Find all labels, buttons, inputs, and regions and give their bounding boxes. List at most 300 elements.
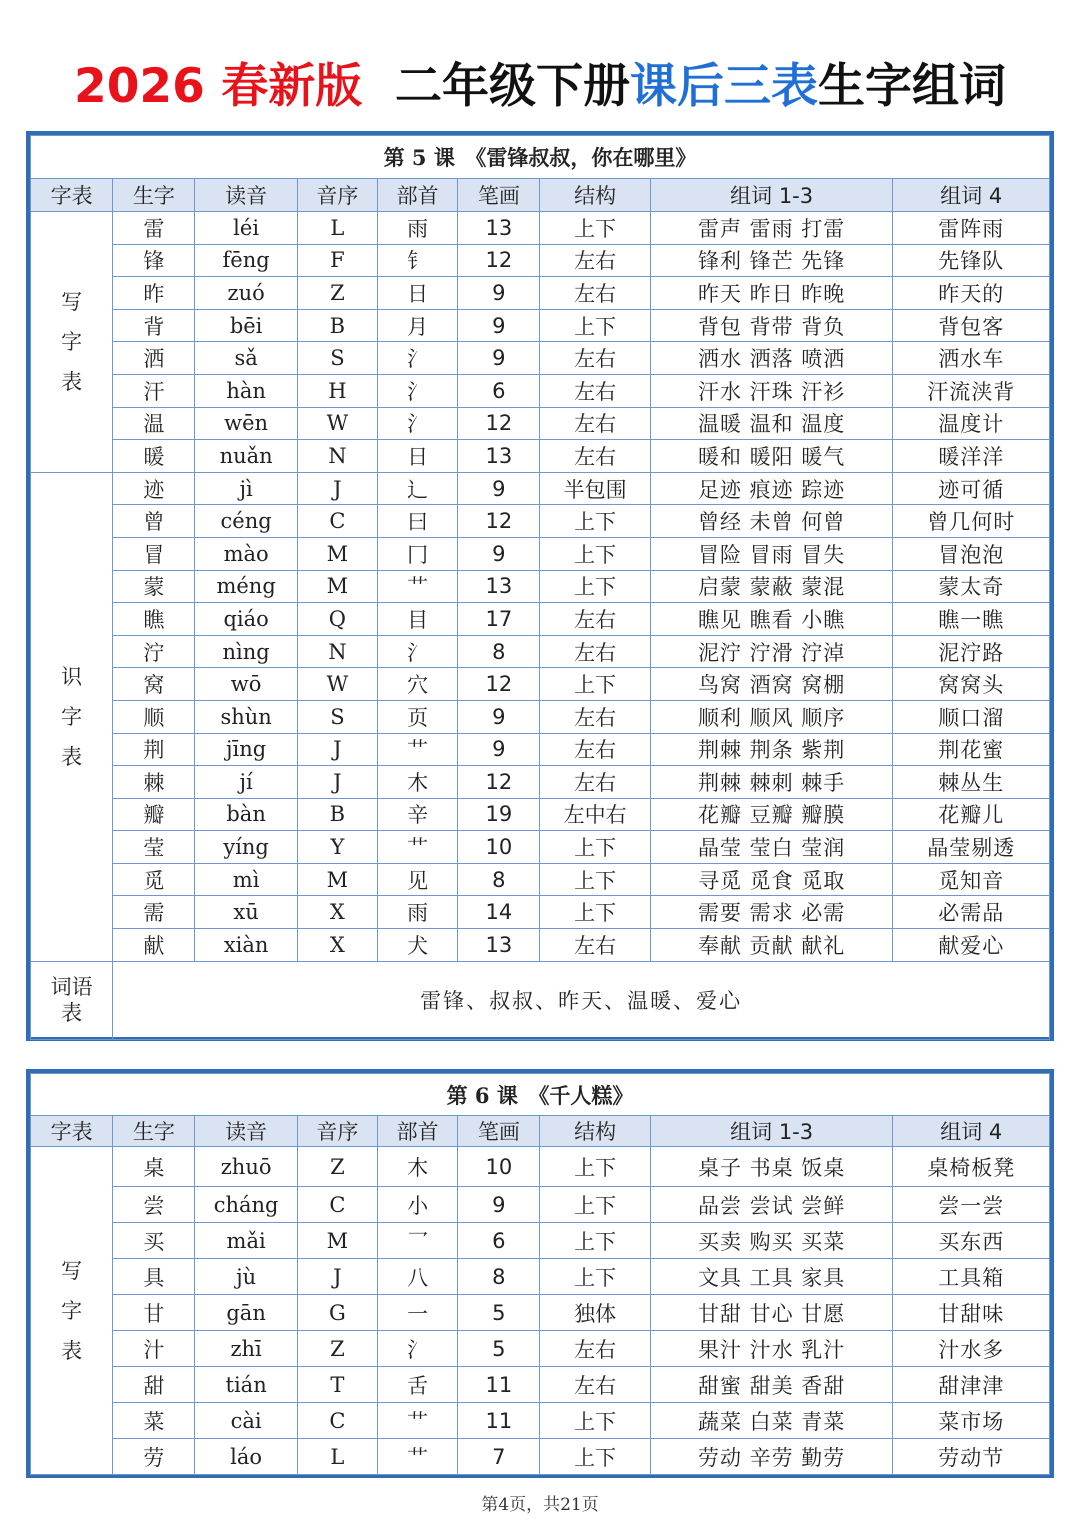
word4-cell: 菜市场	[893, 1403, 1050, 1439]
stroke-count-cell: 7	[458, 1439, 540, 1475]
words-cell: 寻觅 觅食 觅取	[650, 863, 893, 896]
char-cell: 具	[113, 1259, 195, 1295]
pinyin-cell: sǎ	[195, 342, 297, 375]
char-cell: 荆	[113, 733, 195, 766]
pinyin-cell: mì	[195, 863, 297, 896]
pinyin-cell: xiàn	[195, 929, 297, 962]
stroke-count-cell: 9	[458, 472, 540, 505]
stroke-count-cell: 12	[458, 766, 540, 799]
structure-cell: 左右	[540, 603, 650, 636]
pinyin-cell: jù	[195, 1259, 297, 1295]
section-label-char: 字	[61, 704, 83, 729]
page-number: 第4页，共21页	[481, 1495, 599, 1515]
table-row	[31, 537, 1050, 570]
table-row	[31, 700, 1050, 733]
initial-cell: W	[297, 668, 377, 701]
initial-cell: Y	[297, 831, 377, 864]
table-row	[31, 635, 1050, 668]
structure-cell: 左右	[540, 1367, 650, 1403]
pinyin-cell: zhī	[195, 1331, 297, 1367]
initial-cell: J	[297, 766, 377, 799]
column-header: 结构	[540, 179, 650, 212]
word4-cell: 迹可循	[893, 472, 1050, 505]
char-cell: 泞	[113, 635, 195, 668]
stroke-count-cell: 12	[458, 668, 540, 701]
title-grade: 二年级下册	[394, 59, 630, 114]
words-cell: 洒水 洒落 喷洒	[650, 342, 893, 375]
word4-cell: 顺口溜	[893, 700, 1050, 733]
radical-cell: 页	[378, 700, 458, 733]
initial-cell: Q	[297, 603, 377, 636]
stroke-count-cell: 14	[458, 896, 540, 929]
word4-cell: 瞧一瞧	[893, 603, 1050, 636]
radical-cell: 乛	[378, 1223, 458, 1259]
char-cell: 蒙	[113, 570, 195, 603]
table-row	[31, 374, 1050, 407]
words-cell: 荆棘 荆条 紫荆	[650, 733, 893, 766]
section-label-char: 写	[61, 1258, 83, 1283]
structure-cell: 上下	[540, 1187, 650, 1223]
stroke-count-cell: 17	[458, 603, 540, 636]
lesson-heading: 第 6 课 《千人糕》	[31, 1074, 1050, 1116]
stroke-count-cell: 11	[458, 1367, 540, 1403]
column-header: 组词 1-3	[650, 179, 893, 212]
char-cell: 背	[113, 309, 195, 342]
words-cell: 汗水 汗珠 汗衫	[650, 374, 893, 407]
initial-cell: S	[297, 342, 377, 375]
structure-cell: 上下	[540, 668, 650, 701]
char-cell: 桌	[113, 1147, 195, 1187]
initial-cell: L	[297, 1439, 377, 1475]
structure-cell: 左右	[540, 766, 650, 799]
words-cell: 昨天 昨日 昨晚	[650, 277, 893, 310]
table-row	[31, 603, 1050, 636]
pinyin-cell: jì	[195, 472, 297, 505]
table-row	[31, 440, 1050, 473]
vocab-row	[31, 961, 1050, 1039]
pinyin-cell: mǎi	[195, 1223, 297, 1259]
table-row	[31, 668, 1050, 701]
table-row	[31, 505, 1050, 538]
column-header: 读音	[195, 179, 297, 212]
stroke-count-cell: 5	[458, 1331, 540, 1367]
words-cell: 蔬菜 白菜 青菜	[650, 1403, 893, 1439]
words-cell: 甜蜜 甜美 香甜	[650, 1367, 893, 1403]
column-header-row	[31, 179, 1050, 212]
pinyin-cell: céng	[195, 505, 297, 538]
table-row	[31, 831, 1050, 864]
char-cell: 迹	[113, 472, 195, 505]
section-label	[31, 1147, 113, 1475]
words-cell: 雷声 雷雨 打雷	[650, 212, 893, 245]
initial-cell: J	[297, 733, 377, 766]
column-header: 部首	[378, 179, 458, 212]
title-rest: 生字组词	[817, 59, 1006, 114]
word4-cell: 雷阵雨	[893, 212, 1050, 245]
structure-cell: 上下	[540, 896, 650, 929]
stroke-count-cell: 10	[458, 831, 540, 864]
words-cell: 需要 需求 必需	[650, 896, 893, 929]
title-highlight: 课后三表	[629, 59, 818, 114]
stroke-count-cell: 9	[458, 342, 540, 375]
initial-cell: M	[297, 537, 377, 570]
table-row	[31, 1367, 1050, 1403]
column-header: 字表	[31, 1116, 113, 1147]
char-cell: 需	[113, 896, 195, 929]
words-cell: 文具 工具 家具	[650, 1259, 893, 1295]
initial-cell: H	[297, 374, 377, 407]
table-row	[31, 472, 1050, 505]
stroke-count-cell: 19	[458, 798, 540, 831]
pinyin-cell: tián	[195, 1367, 297, 1403]
pinyin-cell: jīng	[195, 733, 297, 766]
words-cell: 曾经 未曾 何曾	[650, 505, 893, 538]
words-cell: 背包 背带 背负	[650, 309, 893, 342]
char-cell: 顺	[113, 700, 195, 733]
section-label-char: 表	[61, 369, 83, 394]
radical-cell: 小	[378, 1187, 458, 1223]
pinyin-cell: qiáo	[195, 603, 297, 636]
structure-cell: 左右	[540, 244, 650, 277]
words-cell: 奉献 贡献 献礼	[650, 929, 893, 962]
pinyin-cell: bàn	[195, 798, 297, 831]
radical-cell: 八	[378, 1259, 458, 1295]
structure-cell: 左右	[540, 733, 650, 766]
word4-cell: 冒泡泡	[893, 537, 1050, 570]
char-cell: 菜	[113, 1403, 195, 1439]
initial-cell: N	[297, 440, 377, 473]
words-cell: 泥泞 泞滑 泞淖	[650, 635, 893, 668]
structure-cell: 上下	[540, 570, 650, 603]
radical-cell: 目	[378, 603, 458, 636]
pinyin-cell: zuó	[195, 277, 297, 310]
initial-cell: T	[297, 1367, 377, 1403]
radical-cell: 氵	[378, 374, 458, 407]
stroke-count-cell: 12	[458, 407, 540, 440]
radical-cell: 木	[378, 766, 458, 799]
pinyin-cell: cháng	[195, 1187, 297, 1223]
radical-cell: 犬	[378, 929, 458, 962]
structure-cell: 左右	[540, 1331, 650, 1367]
initial-cell: X	[297, 896, 377, 929]
words-cell: 瞧见 瞧看 小瞧	[650, 603, 893, 636]
radical-cell: 氵	[378, 342, 458, 375]
initial-cell: X	[297, 929, 377, 962]
char-cell: 瓣	[113, 798, 195, 831]
words-cell: 甘甜 甘心 甘愿	[650, 1295, 893, 1331]
char-cell: 锋	[113, 244, 195, 277]
stroke-count-cell: 8	[458, 1259, 540, 1295]
table-row	[31, 1147, 1050, 1187]
stroke-count-cell: 9	[458, 733, 540, 766]
radical-cell: 木	[378, 1147, 458, 1187]
radical-cell: 氵	[378, 407, 458, 440]
pinyin-cell: zhuō	[195, 1147, 297, 1187]
structure-cell: 左右	[540, 374, 650, 407]
radical-cell: 曰	[378, 505, 458, 538]
table-row	[31, 407, 1050, 440]
section-label-char: 写	[61, 289, 83, 314]
char-cell: 温	[113, 407, 195, 440]
structure-cell: 上下	[540, 1147, 650, 1187]
initial-cell: L	[297, 212, 377, 245]
initial-cell: J	[297, 1259, 377, 1295]
pinyin-cell: nuǎn	[195, 440, 297, 473]
structure-cell: 上下	[540, 1403, 650, 1439]
pinyin-cell: gān	[195, 1295, 297, 1331]
column-header: 生字	[113, 179, 195, 212]
word4-cell: 桌椅板凳	[893, 1147, 1050, 1187]
column-header: 音序	[297, 179, 377, 212]
table-row	[31, 733, 1050, 766]
radical-cell: 见	[378, 863, 458, 896]
char-cell: 买	[113, 1223, 195, 1259]
word4-cell: 尝一尝	[893, 1187, 1050, 1223]
words-cell: 花瓣 豆瓣 瓣膜	[650, 798, 893, 831]
word4-cell: 汁水多	[893, 1331, 1050, 1367]
structure-cell: 上下	[540, 505, 650, 538]
initial-cell: B	[297, 798, 377, 831]
structure-cell: 独体	[540, 1295, 650, 1331]
stroke-count-cell: 5	[458, 1295, 540, 1331]
word4-cell: 背包客	[893, 309, 1050, 342]
initial-cell: Z	[297, 277, 377, 310]
pinyin-cell: mào	[195, 537, 297, 570]
initial-cell: C	[297, 1187, 377, 1223]
initial-cell: Z	[297, 1331, 377, 1367]
char-cell: 莹	[113, 831, 195, 864]
initial-cell: S	[297, 700, 377, 733]
word4-cell: 曾几何时	[893, 505, 1050, 538]
stroke-count-cell: 13	[458, 212, 540, 245]
pinyin-cell: bēi	[195, 309, 297, 342]
initial-cell: Z	[297, 1147, 377, 1187]
char-cell: 汗	[113, 374, 195, 407]
words-cell: 劳动 辛劳 勤劳	[650, 1439, 893, 1475]
words-cell: 品尝 尝试 尝鲜	[650, 1187, 893, 1223]
words-cell: 买卖 购买 买菜	[650, 1223, 893, 1259]
column-header: 结构	[540, 1116, 650, 1147]
structure-cell: 左右	[540, 440, 650, 473]
title-edition: 春新版	[221, 59, 363, 114]
char-cell: 瞧	[113, 603, 195, 636]
initial-cell: N	[297, 635, 377, 668]
char-cell: 昨	[113, 277, 195, 310]
word4-cell: 工具箱	[893, 1259, 1050, 1295]
initial-cell: J	[297, 472, 377, 505]
section-label	[31, 472, 113, 961]
structure-cell: 左右	[540, 635, 650, 668]
column-header-row	[31, 1116, 1050, 1147]
radical-cell: 氵	[378, 635, 458, 668]
word4-cell: 棘丛生	[893, 766, 1050, 799]
radical-cell: 冂	[378, 537, 458, 570]
table-row	[31, 1403, 1050, 1439]
initial-cell: F	[297, 244, 377, 277]
radical-cell: 雨	[378, 896, 458, 929]
vocab-label-part: 表	[61, 1001, 83, 1026]
structure-cell: 上下	[540, 1259, 650, 1295]
stroke-count-cell: 9	[458, 700, 540, 733]
column-header: 音序	[297, 1116, 377, 1147]
structure-cell: 左右	[540, 929, 650, 962]
column-header: 字表	[31, 179, 113, 212]
words-cell: 冒险 冒雨 冒失	[650, 537, 893, 570]
pinyin-cell: wō	[195, 668, 297, 701]
vocab-label	[31, 961, 113, 1039]
structure-cell: 上下	[540, 1223, 650, 1259]
word4-cell: 晶莹剔透	[893, 831, 1050, 864]
stroke-count-cell: 12	[458, 244, 540, 277]
table-row	[31, 929, 1050, 962]
column-header: 组词 1-3	[650, 1116, 893, 1147]
column-header: 部首	[378, 1116, 458, 1147]
lesson6-table	[26, 1069, 1054, 1478]
radical-cell: 艹	[378, 570, 458, 603]
stroke-count-cell: 9	[458, 277, 540, 310]
page-title	[0, 52, 1080, 122]
words-cell: 温暖 温和 温度	[650, 407, 893, 440]
word4-cell: 蒙太奇	[893, 570, 1050, 603]
word4-cell: 荆花蜜	[893, 733, 1050, 766]
lesson-heading-row	[31, 1074, 1050, 1116]
pinyin-cell: láo	[195, 1439, 297, 1475]
stroke-count-cell: 11	[458, 1403, 540, 1439]
pinyin-cell: wēn	[195, 407, 297, 440]
words-cell: 桌子 书桌 饭桌	[650, 1147, 893, 1187]
table-row	[31, 1295, 1050, 1331]
stroke-count-cell: 13	[458, 570, 540, 603]
table-row	[31, 277, 1050, 310]
char-cell: 劳	[113, 1439, 195, 1475]
char-cell: 棘	[113, 766, 195, 799]
radical-cell: 辛	[378, 798, 458, 831]
radical-cell: 日	[378, 440, 458, 473]
section-label	[31, 212, 113, 473]
char-cell: 觅	[113, 863, 195, 896]
char-cell: 甘	[113, 1295, 195, 1331]
char-cell: 洒	[113, 342, 195, 375]
word4-cell: 洒水车	[893, 342, 1050, 375]
table-row	[31, 212, 1050, 245]
stroke-count-cell: 12	[458, 505, 540, 538]
lesson5-table	[26, 131, 1054, 1041]
stroke-count-cell: 6	[458, 1223, 540, 1259]
structure-cell: 左右	[540, 700, 650, 733]
words-cell: 暖和 暖阳 暖气	[650, 440, 893, 473]
lesson-heading: 第 5 课 《雷锋叔叔，你在哪里》	[31, 136, 1050, 179]
initial-cell: G	[297, 1295, 377, 1331]
word4-cell: 窝窝头	[893, 668, 1050, 701]
radical-cell: 日	[378, 277, 458, 310]
column-header: 笔画	[458, 179, 540, 212]
word4-cell: 先锋队	[893, 244, 1050, 277]
word4-cell: 必需品	[893, 896, 1050, 929]
table-row	[31, 1223, 1050, 1259]
structure-cell: 上下	[540, 537, 650, 570]
title-year: 2026	[74, 59, 205, 114]
words-cell: 晶莹 莹白 莹润	[650, 831, 893, 864]
radical-cell: 艹	[378, 1403, 458, 1439]
char-cell: 冒	[113, 537, 195, 570]
column-header: 组词 4	[893, 1116, 1050, 1147]
word4-cell: 献爱心	[893, 929, 1050, 962]
radical-cell: 穴	[378, 668, 458, 701]
radical-cell: 舌	[378, 1367, 458, 1403]
word4-cell: 温度计	[893, 407, 1050, 440]
structure-cell: 上下	[540, 863, 650, 896]
word4-cell: 甘甜味	[893, 1295, 1050, 1331]
words-cell: 荆棘 棘刺 棘手	[650, 766, 893, 799]
stroke-count-cell: 9	[458, 1187, 540, 1223]
radical-cell: 氵	[378, 1331, 458, 1367]
stroke-count-cell: 13	[458, 440, 540, 473]
initial-cell: C	[297, 1403, 377, 1439]
table-row	[31, 1439, 1050, 1475]
initial-cell: M	[297, 1223, 377, 1259]
pinyin-cell: nìng	[195, 635, 297, 668]
word4-cell: 汗流浃背	[893, 374, 1050, 407]
char-cell: 暖	[113, 440, 195, 473]
char-cell: 窝	[113, 668, 195, 701]
pinyin-cell: yíng	[195, 831, 297, 864]
pinyin-cell: léi	[195, 212, 297, 245]
section-label-char: 字	[61, 329, 83, 354]
structure-cell: 左中右	[540, 798, 650, 831]
char-cell: 尝	[113, 1187, 195, 1223]
stroke-count-cell: 13	[458, 929, 540, 962]
radical-cell: 一	[378, 1295, 458, 1331]
radical-cell: 月	[378, 309, 458, 342]
stroke-count-cell: 6	[458, 374, 540, 407]
section-label-char: 识	[61, 664, 83, 689]
table-row	[31, 798, 1050, 831]
lesson5-grid	[30, 135, 1050, 1040]
vocab-words: 雷锋、叔叔、昨天、温暖、爱心	[113, 961, 1050, 1039]
lesson-heading-row	[31, 136, 1050, 179]
table-row	[31, 766, 1050, 799]
char-cell: 献	[113, 929, 195, 962]
char-cell: 汁	[113, 1331, 195, 1367]
words-cell: 锋利 锋芒 先锋	[650, 244, 893, 277]
table-row	[31, 342, 1050, 375]
table-row	[31, 244, 1050, 277]
structure-cell: 上下	[540, 831, 650, 864]
initial-cell: C	[297, 505, 377, 538]
pinyin-cell: hàn	[195, 374, 297, 407]
structure-cell: 左右	[540, 277, 650, 310]
radical-cell: 辶	[378, 472, 458, 505]
radical-cell: 艹	[378, 733, 458, 766]
table-row	[31, 896, 1050, 929]
pinyin-cell: fēng	[195, 244, 297, 277]
radical-cell: 雨	[378, 212, 458, 245]
stroke-count-cell: 8	[458, 635, 540, 668]
stroke-count-cell: 8	[458, 863, 540, 896]
initial-cell: B	[297, 309, 377, 342]
section-label-char: 字	[61, 1298, 83, 1323]
pinyin-cell: jí	[195, 766, 297, 799]
vocab-label-part: 词语	[50, 975, 93, 1000]
words-cell: 启蒙 蒙蔽 蒙混	[650, 570, 893, 603]
structure-cell: 半包围	[540, 472, 650, 505]
column-header: 组词 4	[893, 179, 1050, 212]
word4-cell: 劳动节	[893, 1439, 1050, 1475]
column-header: 笔画	[458, 1116, 540, 1147]
char-cell: 曾	[113, 505, 195, 538]
pinyin-cell: méng	[195, 570, 297, 603]
table-row	[31, 1259, 1050, 1295]
